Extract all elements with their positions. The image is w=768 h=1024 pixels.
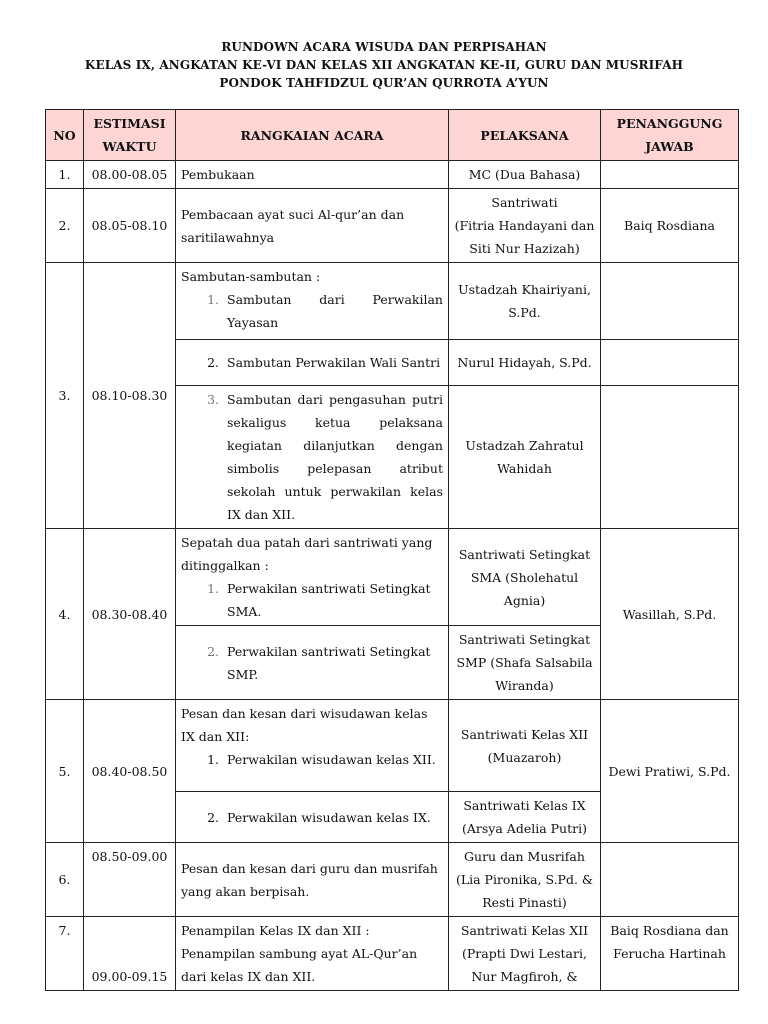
row-number: 5. (46, 700, 84, 843)
row-time: 09.00-09.15 (84, 917, 176, 991)
row-person-in-charge (601, 263, 739, 340)
list-item: 1. Perwakilan santriwati Setingkat SMA. (207, 581, 431, 619)
row-number: 6. (46, 843, 84, 917)
row-number: 1. (46, 161, 84, 189)
header-no: NO (46, 110, 84, 161)
header-event: RANGKAIAN ACARA (176, 110, 449, 161)
row-event (176, 529, 449, 626)
table-row (46, 917, 739, 991)
row-event (176, 700, 449, 792)
row-event: Penampilan Kelas IX dan XII : Penampilan sambung ayat AL-Qur’an dari kelas IX dan XII. (176, 917, 449, 991)
row-event: Pembukaan (176, 161, 449, 189)
header-time: ESTIMASI WAKTU (84, 110, 176, 161)
row-executor: Santriwati Kelas IX (Arsya Adelia Putri) (449, 792, 601, 843)
row-executor: Santriwati Setingkat SMA (Sholehatul Agnia) (449, 529, 601, 626)
row-time: 08.05-08.10 (84, 189, 176, 263)
table-row (46, 161, 739, 189)
table-row (46, 843, 739, 917)
row-person-in-charge (601, 386, 739, 529)
table-row (46, 263, 739, 340)
table-row (46, 529, 739, 626)
list-item: 3. Sambutan dari pengasuhan putri sekaligus ketua pelaksana kegiatan dilanjutkan dengan simbolis pelepasan atribut sekolah untuk perwakilan kelas IX dan XII. (207, 392, 443, 522)
row-event: Pesan dan kesan dari guru dan musrifah yang akan berpisah. (176, 843, 449, 917)
table-row (46, 700, 739, 792)
row-person-in-charge: Baiq Rosdiana dan Ferucha Hartinah (601, 917, 739, 991)
row-event: Pembacaan ayat suci Al-qur’an dan saritilawahnya (176, 189, 449, 263)
row-event (176, 386, 449, 529)
row-executor: Santriwati Kelas XII (Muazaroh) (449, 700, 601, 792)
table-header-row (46, 110, 739, 161)
row-person-in-charge (601, 340, 739, 386)
row-executor: Guru dan Musrifah (Lia Pironika, S.Pd. & Resti Pinasti) (449, 843, 601, 917)
document-title-line-1: RUNDOWN ACARA WISUDA DAN PERPISAHAN (221, 40, 547, 54)
row-time: 08.30-08.40 (84, 529, 176, 700)
row-time: 08.50-09.00 (84, 843, 176, 917)
row-time: 08.10-08.30 (84, 263, 176, 529)
row-event (176, 340, 449, 386)
row-time: 08.00-08.05 (84, 161, 176, 189)
list-item: 2. Perwakilan santriwati Setingkat SMP. (207, 643, 431, 682)
row-executor: MC (Dua Bahasa) (449, 161, 601, 189)
row-executor: Ustadzah Khairiyani, S.Pd. (449, 263, 601, 340)
row-number: 4. (46, 529, 84, 700)
header-executor: PELAKSANA (449, 110, 601, 161)
list-item: 2. Sambutan Perwakilan Wali Santri (207, 355, 441, 370)
event-intro: Sambutan-sambutan : (181, 269, 321, 284)
row-event (176, 263, 449, 340)
list-item: 2. Perwakilan wisudawan kelas IX. (207, 809, 431, 825)
row-executor: Santriwati Kelas XII (Prapti Dwi Lestari, Nur Magfiroh, & (449, 917, 601, 991)
event-intro: Pesan dan kesan dari wisudawan kelas IX dan XII: (181, 706, 428, 744)
row-number: 7. (46, 917, 84, 991)
list-item: 1. Sambutan dari Perwakilan Yayasan (207, 292, 443, 330)
row-event (176, 626, 449, 700)
row-number: 2. (46, 189, 84, 263)
row-person-in-charge: Baiq Rosdiana (601, 189, 739, 263)
row-person-in-charge (601, 843, 739, 917)
document-title-line-3: PONDOK TAHFIDZUL QUR’AN QURROTA A’YUN (219, 76, 549, 90)
row-executor: Santriwati (Fitria Handayani dan Siti Nur Hazizah) (449, 189, 601, 263)
row-person-in-charge: Wasillah, S.Pd. (601, 529, 739, 700)
row-time: 08.40-08.50 (84, 700, 176, 843)
event-intro: Sepatah dua patah dari santriwati yang ditinggalkan : (181, 535, 433, 573)
row-executor: Ustadzah Zahratul Wahidah (449, 386, 601, 529)
table-row (46, 189, 739, 263)
document-title-line-2: KELAS IX, ANGKATAN KE-VI DAN KELAS XII ANGKATAN KE-II, GURU DAN MUSRIFAH (84, 58, 684, 72)
row-executor: Santriwati Setingkat SMP (Shafa Salsabila Wiranda) (449, 626, 601, 700)
row-event (176, 792, 449, 843)
header-person-in-charge: PENANGGUNG JAWAB (601, 110, 739, 161)
list-item: 1. Perwakilan wisudawan kelas XII. (207, 752, 436, 767)
row-person-in-charge (601, 161, 739, 189)
row-executor: Nurul Hidayah, S.Pd. (449, 340, 601, 386)
rundown-table (45, 109, 739, 991)
row-number: 3. (46, 263, 84, 529)
row-person-in-charge: Dewi Pratiwi, S.Pd. (601, 700, 739, 843)
